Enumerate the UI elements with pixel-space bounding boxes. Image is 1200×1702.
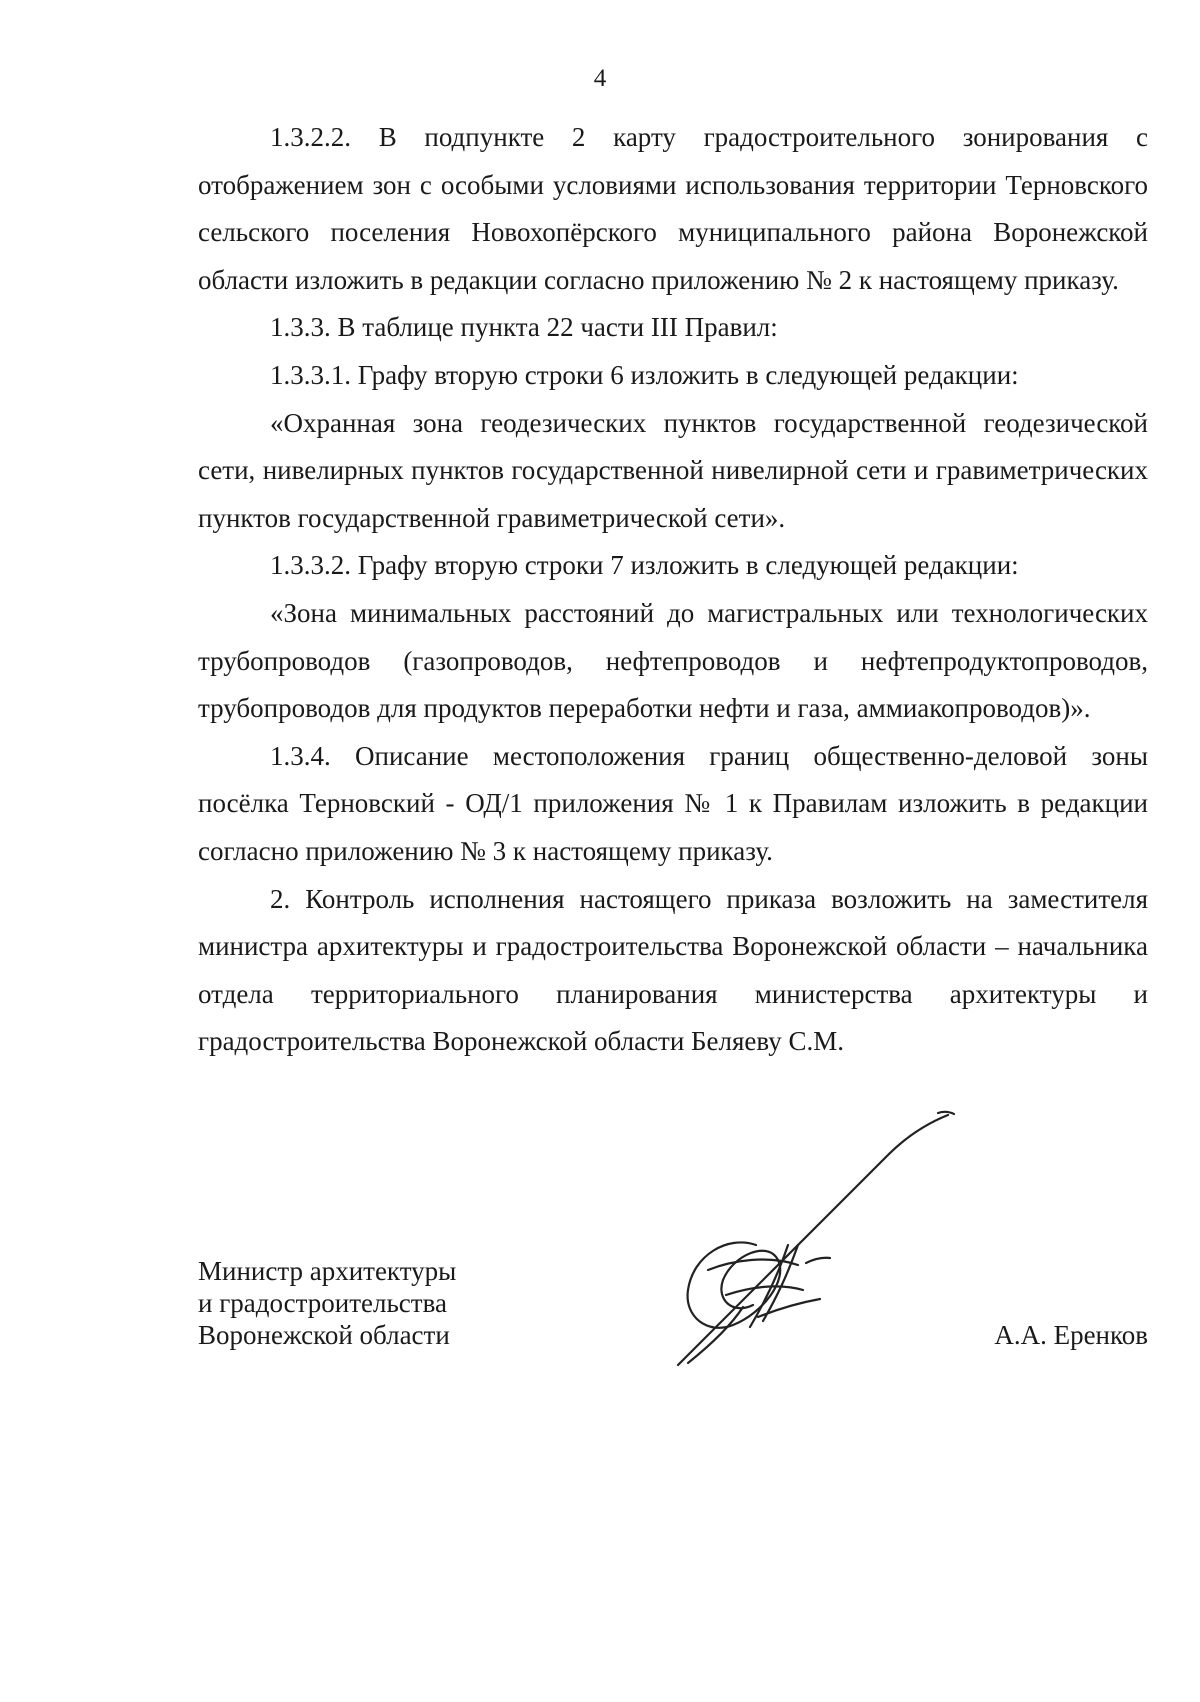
signer-title: [198, 1255, 456, 1351]
paragraph-1-3-2-2: 1.3.2.2. В подпункте 2 карту градостроительного зонирования с отображением зон с особыми условиями использования территории Терновского сельского поселения Новохопёрского муниципального района Воронежской области изложить в редакции согласно приложению № 2 к настоящему приказу.: [198, 122, 1148, 295]
paragraph-1-3-3-2: 1.3.3.2. Графу вторую строки 7 изложить в следующей редакции:: [270, 550, 1019, 581]
signature-block: [198, 1255, 1148, 1455]
paragraph-quote-pipeline-zone: «Зона минимальных расстояний до магистральных или технологических трубопроводов (газопроводов, нефтепроводов и нефтепродуктопроводов, трубопроводов для продуктов переработки нефти и газа, аммиакопроводов)».: [198, 597, 1148, 724]
paragraph-quote-geodetic-zone: «Охранная зона геодезических пунктов государственной геодезической сети, нивелирных пунктов государственной нивелирной сети и гравиметрических пунктов государственной гравиметрической сети».: [198, 407, 1148, 533]
signer-title-line: Министр архитектуры: [198, 1256, 457, 1286]
page-number: 4: [593, 65, 607, 92]
document-body: [198, 114, 1148, 1066]
paragraph-1-3-3-1: 1.3.3.1. Графу вторую строки 6 изложить в следующей редакции:: [270, 359, 1019, 390]
paragraph-2-control: 2. Контроль исполнения настоящего приказа возложить на заместителя министра архитектуры и градостроительства Воронежской области – начальника отдела территориального планирования министерства архитектуры и градостроительства Воронежской области Беляеву С.М.: [198, 883, 1148, 1057]
handwritten-signature-icon: [638, 1095, 968, 1385]
signer-title-line: и градостроительства: [198, 1288, 447, 1318]
signer-name: А.А. Еренков: [994, 1320, 1148, 1350]
paragraph-1-3-3: 1.3.3. В таблице пункта 22 части III Правил:: [270, 312, 778, 343]
signer-title-line: Воронежской области: [198, 1320, 450, 1350]
paragraph-1-3-4: 1.3.4. Описание местоположения границ общественно-деловой зоны посёлка Терновский - ОД/1 приложения № 1 к Правилам изложить в редакции согласно приложению № 3 к настоящему приказу.: [198, 740, 1148, 866]
